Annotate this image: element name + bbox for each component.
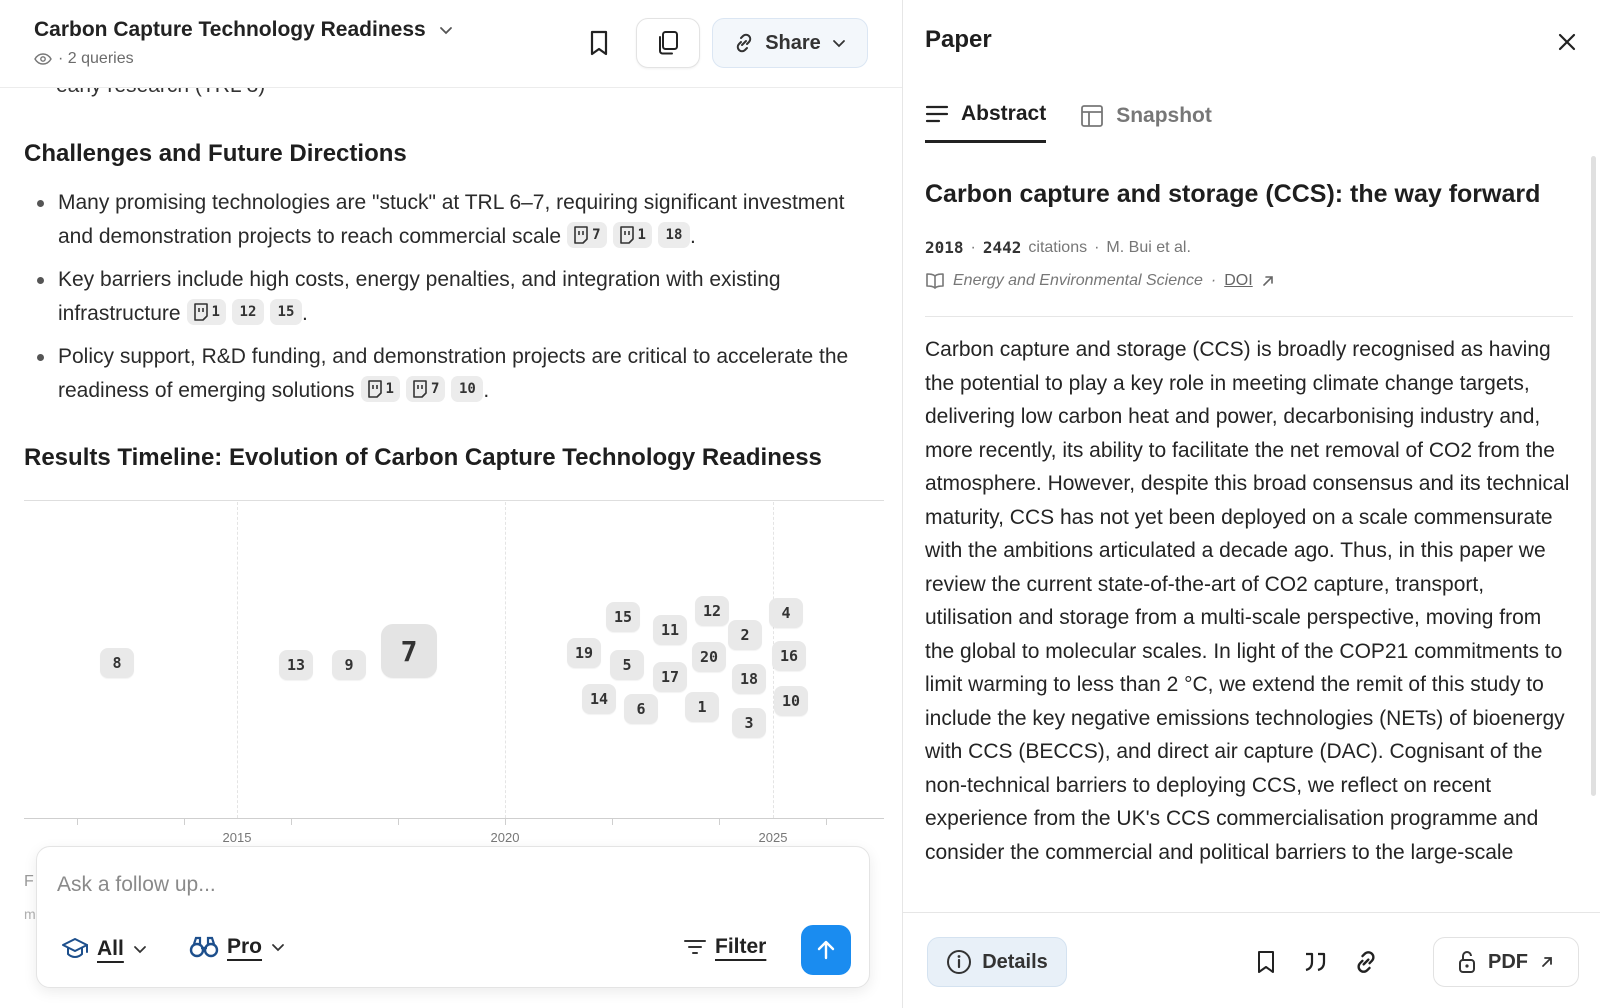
citation-chip[interactable]: 18 (658, 222, 690, 248)
meta-separator: · (970, 238, 976, 256)
timeline-axis (24, 818, 884, 819)
tab-snapshot[interactable] (1080, 102, 1212, 143)
external-link-icon (1261, 274, 1275, 288)
paper-journal-row (925, 272, 1275, 290)
timeline-node[interactable]: 14 (582, 684, 616, 714)
citation-chip[interactable]: 12 (232, 299, 264, 325)
eye-icon (34, 52, 52, 66)
timeline-node[interactable]: 12 (695, 596, 729, 626)
results-header (0, 0, 902, 88)
timeline-node[interactable]: 7 (381, 624, 437, 678)
thread-title: Carbon Capture Technology Readiness (34, 18, 426, 41)
timeline-node[interactable]: 9 (332, 650, 366, 680)
followup-composer (36, 846, 870, 988)
bullet-text: Many promising technologies are "stuck" at TRL 6–7, requiring significant investment and demonstration projects to reach commercial scale (58, 191, 845, 248)
citation-chip[interactable] (613, 222, 652, 248)
citation-chip[interactable] (187, 299, 226, 325)
copy-button[interactable] (636, 18, 700, 68)
graduation-cap-icon (61, 935, 89, 963)
send-button[interactable] (801, 925, 851, 975)
axis-tick (291, 818, 292, 825)
meta-divider (925, 316, 1573, 317)
info-icon (946, 949, 972, 975)
timeline-node[interactable]: 18 (732, 664, 766, 694)
timeline-node[interactable]: 13 (279, 650, 313, 680)
paper-meta (925, 238, 1191, 257)
followup-input[interactable] (57, 869, 837, 901)
timeline-node[interactable]: 8 (100, 648, 134, 678)
paper-content (903, 0, 1600, 912)
cite-button[interactable] (1301, 947, 1331, 977)
timeline-node[interactable]: 20 (692, 642, 726, 672)
paper-abstract: Carbon capture and storage (CCS) is broadly recognised as having the potential to play a key role in meeting climate change targets, delivering low carbon heat and power, decarbonising industry and, more recently, its ability to facilitate the net removal of CO2 from the atmosphere. However, despite this broad consensus and its technical maturity, CCS has not yet been deployed on a scale commensurate with the ambitions articulated a decade ago. Thus, in this paper we review the current state-of-the-art of CO2 capture, transport, utilisation and storage from a multi-scale perspective, moving from the global to molecular scales. In light of the COP21 commitments to limit warming to less than 2 °C, we extend the remit of this study to include the key negative emissions technologies (NETs) of bioenergy with CCS (BECCS), and direct air capture (DAC). Cognisant of the non-technical barriers to deploying CCS, we reflect on recent experience from the UK's CCS commercialisation programme and consider the commercial and political barriers to the large-scale (925, 338, 1570, 864)
timeline-gridline (505, 502, 506, 818)
citation-number: 7 (592, 227, 601, 244)
tab-snapshot-label: Snapshot (1116, 103, 1212, 127)
arrow-up-icon (815, 939, 837, 961)
axis-label: 2025 (758, 830, 788, 845)
text-lines-icon (925, 104, 949, 124)
citation-number: 1 (211, 304, 220, 321)
axis-label: 2020 (490, 830, 520, 845)
thread-title-dropdown[interactable] (34, 18, 454, 42)
axis-tick (505, 818, 506, 825)
pdf-label: PDF (1488, 950, 1528, 973)
table-icon (1080, 104, 1104, 128)
chevron-down-icon (132, 941, 148, 957)
section-heading-timeline: Results Timeline: Evolution of Carbon Capture Technology Readiness (24, 444, 822, 471)
axis-label: 2015 (222, 830, 252, 845)
chevron-down-icon (438, 22, 454, 38)
share-button[interactable] (712, 18, 868, 68)
document-quote-icon (412, 380, 428, 398)
chevron-down-icon (831, 35, 847, 51)
open-lock-icon (1458, 950, 1476, 974)
list-item: Policy support, R&D funding, and demonstration projects are critical to accelerate the readiness of emerging solutions 1 7 10 . (24, 340, 884, 408)
bullet-text: Key barriers include high costs, energy penalties, and integration with existing infrastructure (58, 268, 781, 325)
citation-chip[interactable] (406, 376, 445, 402)
query-count: · 2 queries (58, 50, 134, 67)
meta-separator: · (1094, 238, 1100, 256)
citation-number: 1 (637, 227, 646, 244)
document-quote-icon (619, 226, 635, 244)
paper-tabs (925, 102, 1212, 143)
bookmark-icon (1256, 950, 1276, 974)
axis-tick (77, 818, 78, 825)
quote-icon (1302, 950, 1330, 974)
axis-tick (398, 818, 399, 825)
tab-abstract[interactable] (925, 102, 1046, 143)
filter-label: Filter (715, 935, 767, 958)
document-quote-icon (367, 380, 383, 398)
paper-title: Carbon capture and storage (CCS): the way forward (925, 180, 1541, 208)
copy-link-button[interactable] (1351, 947, 1381, 977)
paper-journal: Energy and Environmental Science (953, 272, 1203, 289)
citation-chip[interactable] (567, 222, 606, 248)
document-quote-icon (193, 303, 209, 321)
filter-icon (683, 937, 707, 957)
link-icon (733, 32, 755, 54)
panel-title: Paper (925, 26, 992, 53)
section-heading-challenges: Challenges and Future Directions (24, 140, 407, 167)
source-selector[interactable] (61, 935, 148, 963)
timeline-node[interactable]: 1 (685, 692, 719, 722)
paper-actions-bar (903, 912, 1600, 1008)
timeline-node[interactable]: 16 (772, 641, 806, 671)
timeline-node[interactable]: 6 (624, 694, 658, 724)
citation-chip[interactable]: 10 (451, 376, 483, 402)
chevron-down-icon (270, 939, 286, 955)
binoculars-icon (189, 935, 219, 959)
mode-selector[interactable] (189, 935, 286, 959)
timeline-node[interactable]: 3 (732, 708, 766, 738)
timeline-node[interactable]: 11 (653, 615, 687, 645)
thread-meta (34, 50, 134, 68)
axis-tick (826, 818, 827, 825)
citation-number: 1 (385, 381, 394, 398)
paper-citations-count: 2442 (982, 238, 1022, 257)
timeline-node[interactable]: 5 (610, 650, 644, 680)
bookmark-button[interactable] (582, 26, 616, 60)
paper-year: 2018 (925, 238, 964, 257)
axis-tick (184, 818, 185, 825)
link-icon (1353, 949, 1379, 975)
bullet-text: Policy support, R&D funding, and demonstration projects are critical to accelerate the readiness of emerging solutions (58, 345, 849, 402)
citations-label: citations (1028, 238, 1088, 256)
axis-tick (719, 818, 720, 825)
bookmark-icon (588, 30, 610, 56)
challenges-list (24, 186, 884, 417)
save-paper-button[interactable] (1251, 947, 1281, 977)
timeline-gridline (237, 502, 238, 818)
paper-panel (903, 0, 1600, 1008)
tab-abstract-label: Abstract (961, 102, 1047, 125)
timeline-node[interactable]: 4 (769, 598, 803, 628)
timeline-node[interactable]: 17 (653, 662, 687, 692)
filter-button[interactable] (683, 935, 766, 959)
open-book-icon (925, 272, 945, 290)
list-item: Key barriers include high costs, energy penalties, and integration with existing infrastructure 1 12 15 . (24, 263, 884, 331)
share-label: Share (765, 31, 821, 54)
external-link-icon (1540, 955, 1554, 969)
meta-separator: · (1210, 272, 1217, 289)
list-item: Many promising technologies are "stuck" at TRL 6–7, requiring significant investment and demonstration projects to reach commercial scale 7 1 18 . (24, 186, 884, 254)
pdf-button[interactable] (1433, 937, 1579, 987)
doi-link[interactable]: DOI (1224, 272, 1253, 289)
obscured-text-peek: m (24, 906, 36, 922)
citation-number: 7 (430, 381, 440, 398)
timeline-node[interactable]: 2 (728, 620, 762, 650)
obscured-text-peek: F (24, 873, 34, 890)
details-label: Details (982, 950, 1048, 973)
close-button[interactable] (1553, 28, 1581, 56)
source-label: All (97, 937, 124, 960)
document-quote-icon (573, 226, 589, 244)
mode-label: Pro (227, 935, 263, 958)
paper-authors: M. Bui et al. (1106, 238, 1191, 256)
timeline-node[interactable]: 19 (567, 638, 601, 668)
copy-icon (656, 30, 680, 56)
timeline-top-rule (24, 500, 884, 501)
details-button[interactable] (927, 937, 1067, 987)
citation-chip[interactable] (361, 376, 400, 402)
scrollbar[interactable] (1591, 156, 1596, 796)
timeline-node[interactable]: 15 (606, 602, 640, 632)
timeline-node[interactable]: 10 (774, 686, 808, 716)
close-icon (1557, 32, 1577, 52)
citation-chip[interactable]: 15 (270, 299, 302, 325)
axis-tick (612, 818, 613, 825)
